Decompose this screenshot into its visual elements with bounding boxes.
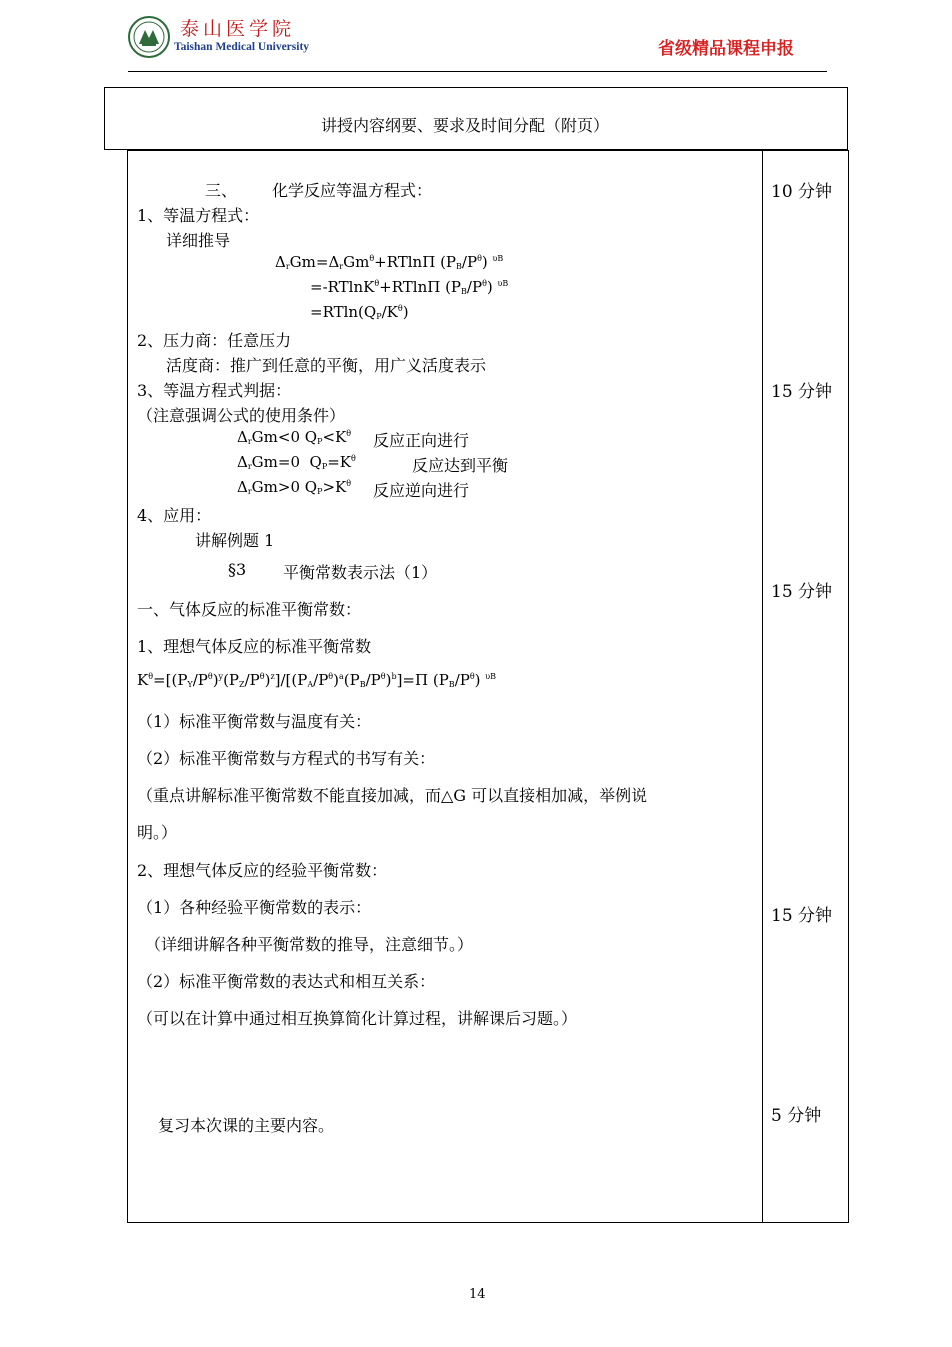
content-line: 1、等温方程式： [137, 206, 260, 225]
university-seal-logo [128, 16, 170, 58]
content-line: 1、理想气体反应的标准平衡常数 [137, 637, 372, 656]
content-line: 复习本次课的主要内容。 [158, 1116, 335, 1135]
content-line: 2、理想气体反应的经验平衡常数： [137, 861, 388, 880]
content-line: （1）标准平衡常数与温度有关： [137, 712, 372, 731]
content-line: （2）标准平衡常数的表达式和相互关系： [137, 972, 436, 991]
criterion-formula: $\Delta_rGm>0$ $Q_P>K^\theta$ [237, 478, 352, 496]
time-allocation: 10 分钟 [771, 182, 833, 202]
content-line: （2）标准平衡常数与方程式的书写有关： [137, 749, 436, 768]
equation-line: $K^\theta=[(P_Y/P^\theta)^y(P_Z/P^\theta)^z]/[(P_A/P^\theta)^a(P_B/P^\theta)^b]=\Pi$ $(P_B/P^\theta)$ $^{\upsilon B}$ [137, 671, 497, 689]
time-allocation: 15 分钟 [771, 382, 833, 402]
equation-line: =-RTlnK$^\theta$+RTlnΠ $(P_B/P^\theta)$ $^{\upsilon B}$ [310, 278, 509, 296]
content-line: 活度商：推广到任意的平衡，用广义活度表示 [166, 356, 487, 375]
time-allocation: 15 分钟 [771, 906, 833, 926]
table-caption: 讲授内容纲要、要求及时间分配（附页） [321, 116, 610, 135]
section-heading: 平衡常数表示法（1） [283, 563, 438, 582]
content-line: 2、压力商：任意压力 [137, 331, 292, 350]
content-line: 4、应用： [137, 506, 212, 525]
content-line: 3、等温方程式判据： [137, 381, 292, 400]
content-line: （1）各种经验平衡常数的表示： [137, 898, 372, 917]
criterion-formula: $\Delta_rGm=0$ $Q_P=K^\theta$ [237, 453, 356, 471]
criterion-result: 反应逆向进行 [373, 481, 470, 500]
university-name-cn: 泰山医学院 [180, 18, 296, 40]
time-allocation: 5 分钟 [771, 1106, 822, 1126]
section-number: 三、 [205, 181, 238, 200]
criterion-result: 反应正向进行 [373, 431, 470, 450]
criterion-result: 反应达到平衡 [412, 456, 509, 475]
university-name-en: Taishan Medical University [174, 41, 310, 53]
equation-line: $\Delta_rGm=\Delta_rGm^\theta+RTln\Pi$ $(P_B/P^\theta)$ $^{\upsilon B}$ [275, 253, 504, 271]
application-title: 省级精品课程申报 [658, 39, 794, 59]
content-line: 讲解例题 1 [195, 531, 275, 550]
header-divider [128, 71, 827, 72]
time-allocation: 15 分钟 [771, 582, 833, 602]
equation-line: $=RTln(Q_P/K^\theta)$ [310, 303, 409, 321]
page-number: 14 [469, 1287, 486, 1302]
content-line: （注意强调公式的使用条件） [137, 406, 346, 425]
section-number: §3 [228, 560, 247, 579]
time-column-divider [762, 150, 763, 1223]
section-heading: 化学反应等温方程式： [272, 181, 433, 200]
content-line: 详细推导 [166, 231, 231, 250]
content-line: （详细讲解各种平衡常数的推导，注意细节。） [145, 935, 474, 954]
content-line: （可以在计算中通过相互换算简化计算过程，讲解课后习题。） [137, 1009, 578, 1028]
content-line: 明。） [137, 823, 178, 842]
content-line: 一、气体反应的标准平衡常数： [137, 600, 362, 619]
criterion-formula: $\Delta_rGm<0$ $Q_P<K^\theta$ [237, 428, 352, 446]
content-line: （重点讲解标准平衡常数不能直接加减，而△G 可以直接相加减，举例说 [137, 786, 648, 805]
